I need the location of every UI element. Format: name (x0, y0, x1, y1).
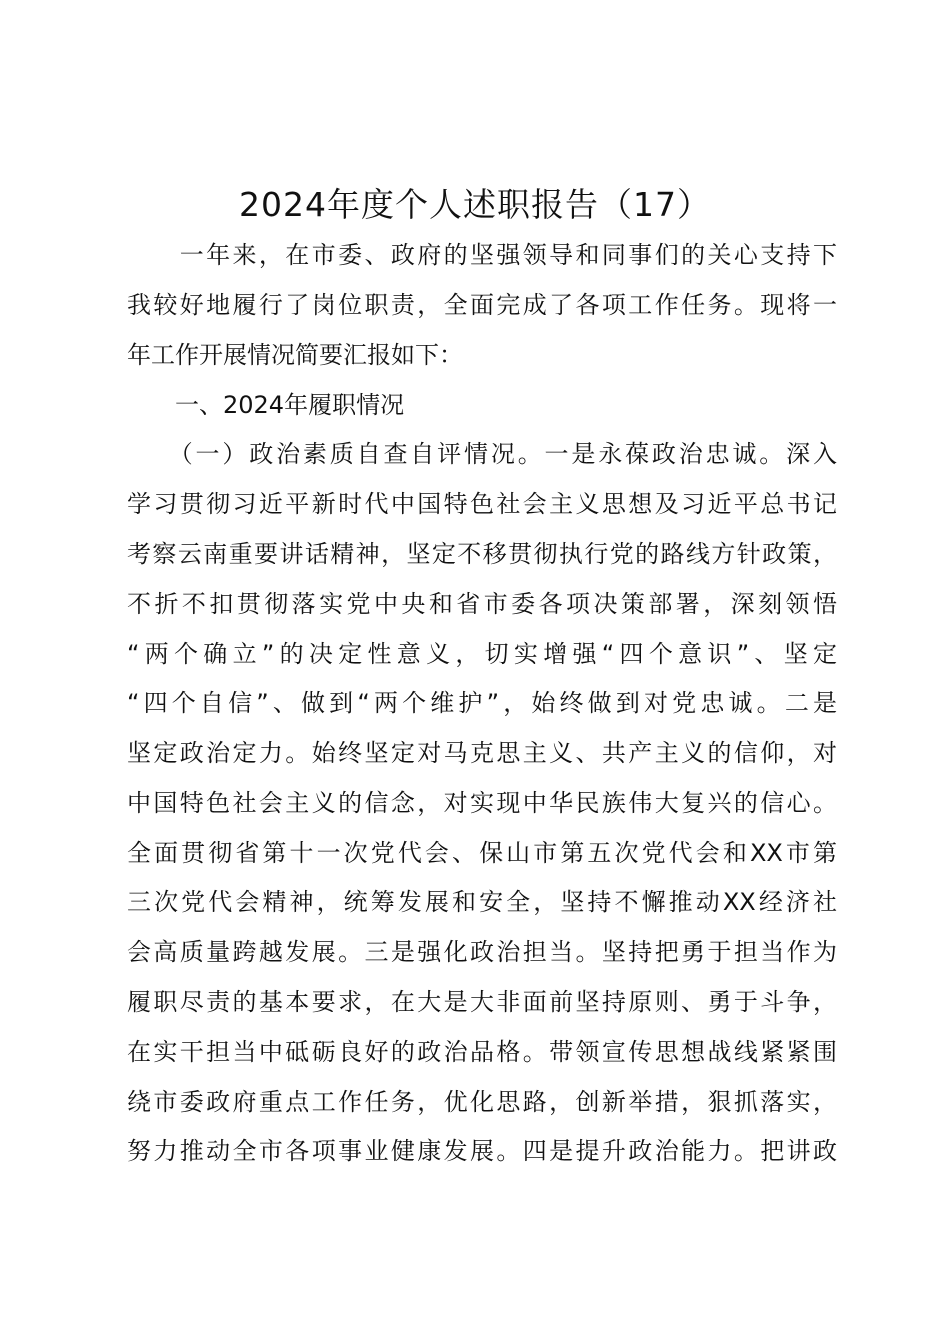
paragraph-line: 不折不扣贯彻落实党中央和省市委各项决策部署，深刻领悟 (127, 590, 837, 618)
paragraph-line: 坚定政治定力。始终坚定对马克思主义、共产主义的信仰，对 (127, 739, 837, 767)
paragraph-line: 年工作开展情况简要汇报如下： (127, 341, 463, 369)
paragraph-line: 会高质量跨越发展。三是强化政治担当。坚持把勇于担当作为 (127, 938, 837, 966)
paragraph-line: 一年来，在市委、政府的坚强领导和同事们的关心支持下 (127, 241, 837, 269)
paragraph-line: 全面贯彻省第十一次党代会、保山市第五次党代会和XX市第 (127, 839, 837, 867)
paragraph-line: 绕市委政府重点工作任务，优化思路，创新举措，狠抓落实， (127, 1088, 837, 1116)
section-heading: 一、2024年履职情况 (127, 391, 405, 419)
paragraph-line: 努力推动全市各项事业健康发展。四是提升政治能力。把讲政 (127, 1137, 837, 1165)
paragraph-line: 考察云南重要讲话精神，坚定不移贯彻执行党的路线方针政策， (127, 540, 837, 568)
paragraph-line: 中国特色社会主义的信念，对实现中华民族伟大复兴的信心。 (127, 789, 837, 817)
paragraph-line: 三次党代会精神，统筹发展和安全，坚持不懈推动XX经济社 (127, 888, 837, 916)
paragraph-line: （一）政治素质自查自评情况。一是永葆政治忠诚。深入 (127, 440, 837, 468)
paragraph-line: 履职尽责的基本要求，在大是大非面前坚持原则、勇于斗争， (127, 988, 837, 1016)
paragraph-line: 我较好地履行了岗位职责，全面完成了各项工作任务。现将一 (127, 291, 837, 319)
paragraph-line: 学习贯彻习近平新时代中国特色社会主义思想及习近平总书记 (127, 490, 837, 518)
paragraph-line: 在实干担当中砥砺良好的政治品格。带领宣传思想战线紧紧围 (127, 1038, 837, 1066)
paragraph-line: “两个确立”的决定性意义，切实增强“四个意识”、坚定 (127, 640, 837, 668)
paragraph-line: “四个自信”、做到“两个维护”，始终做到对党忠诚。二是 (127, 689, 837, 717)
document-title: 2024年度个人述职报告（17） (239, 185, 711, 224)
